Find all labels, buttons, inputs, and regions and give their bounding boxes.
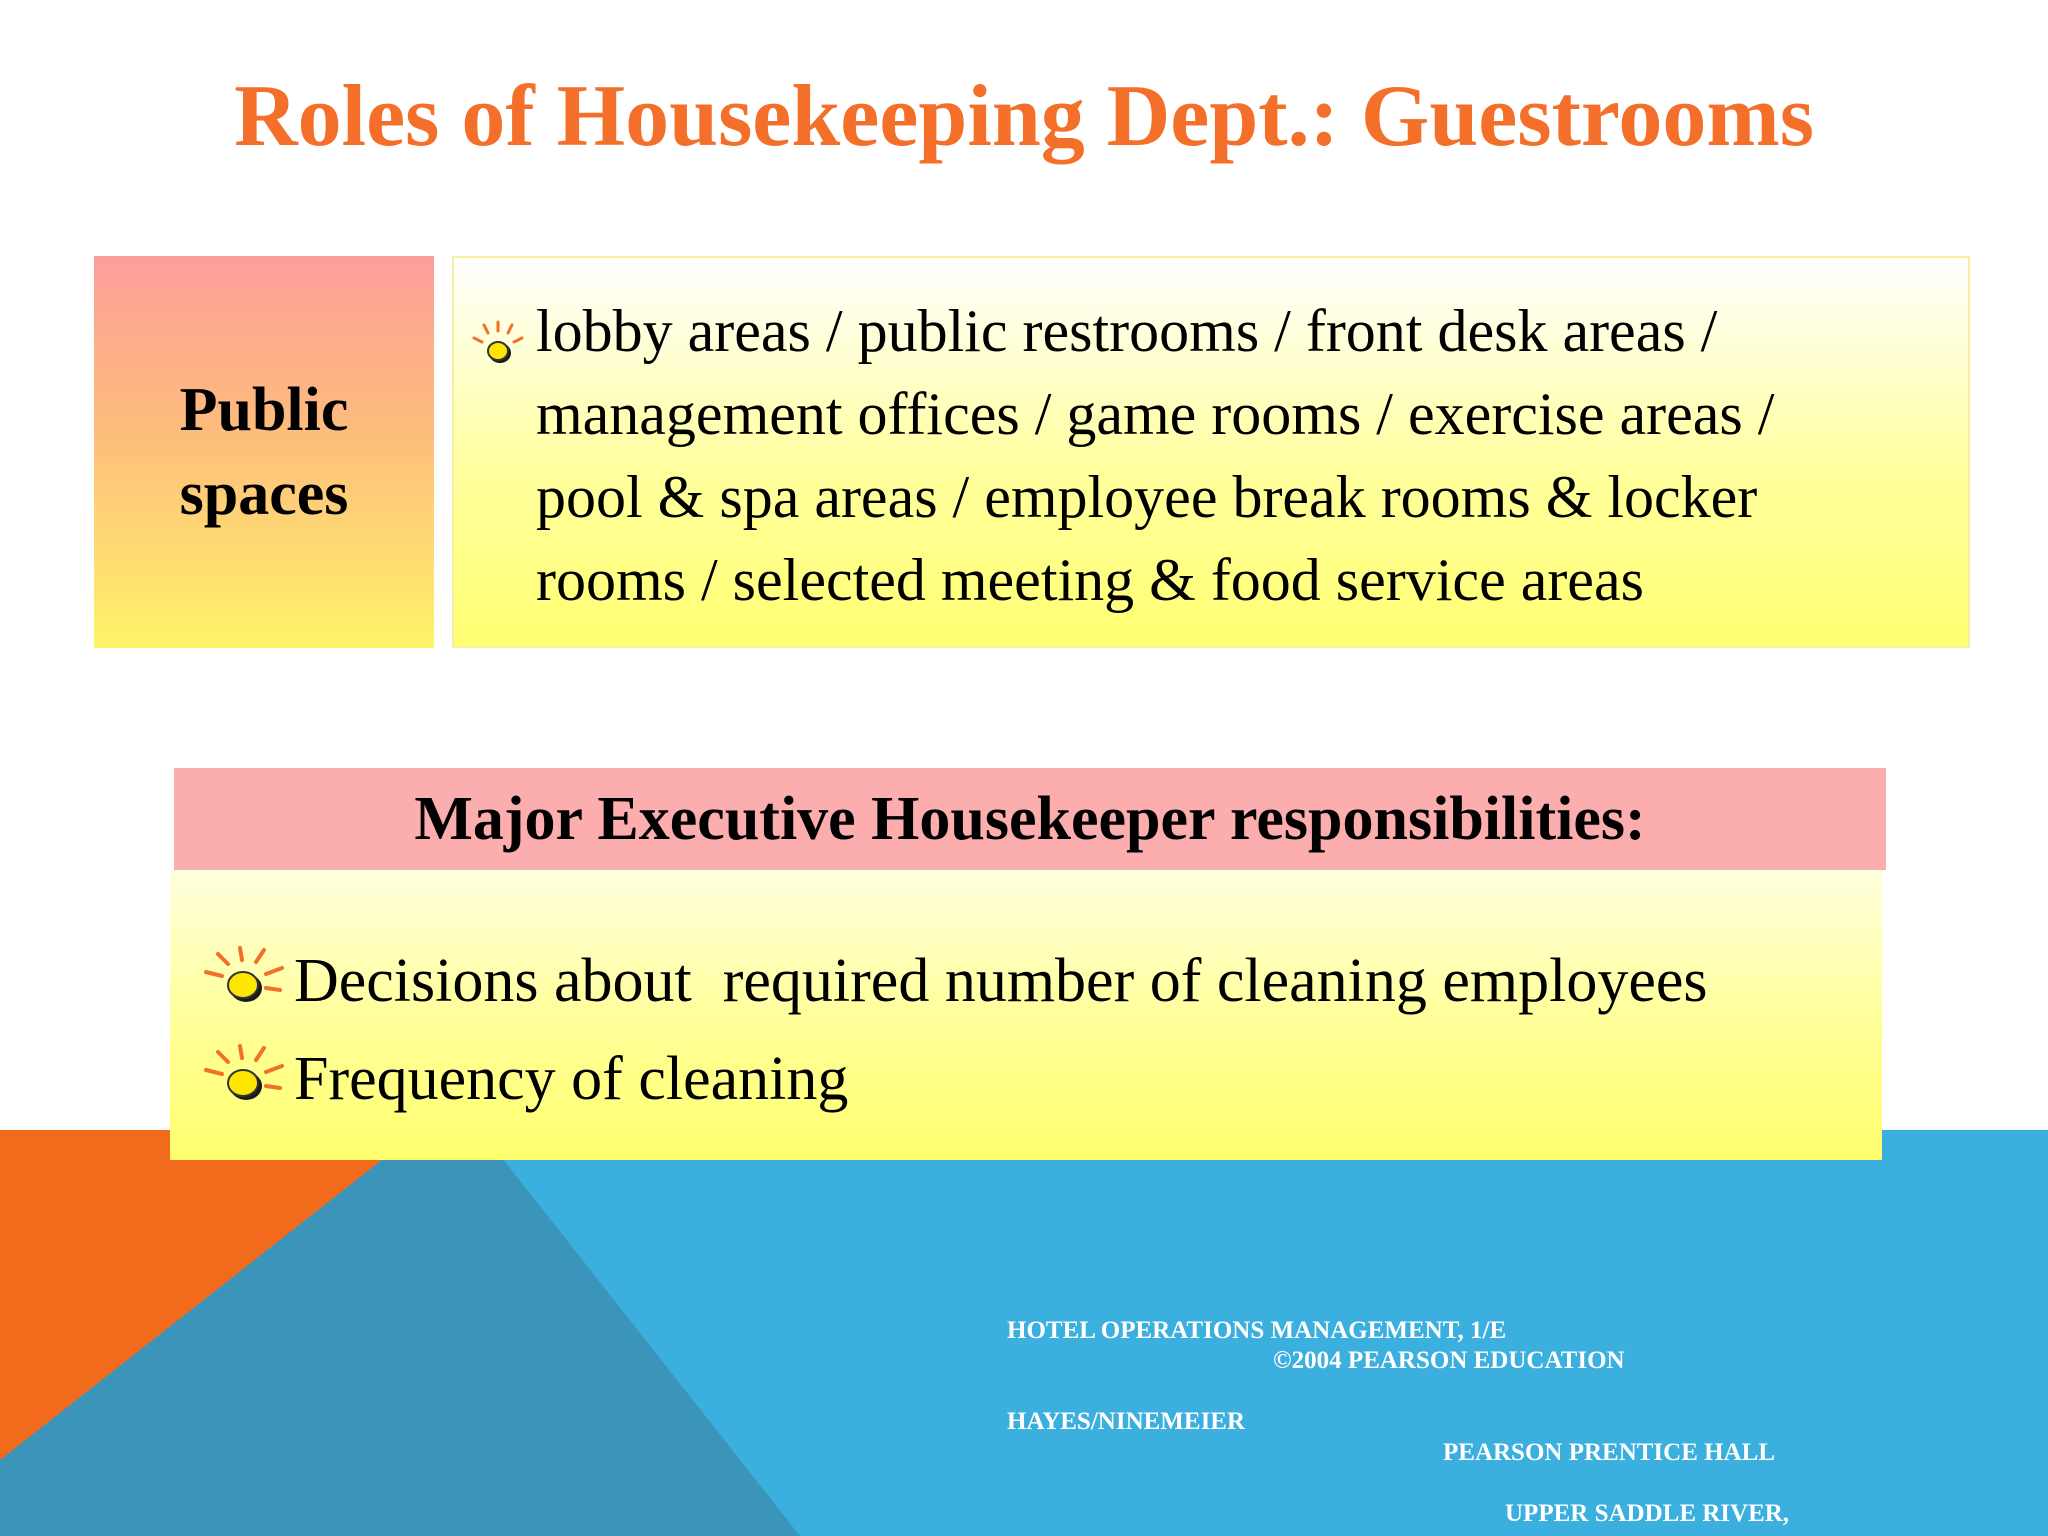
public-spaces-line: pool & spa areas / employee break rooms & locker <box>536 464 1758 530</box>
public-spaces-label: Public spaces <box>179 376 349 528</box>
footer-authors: HAYES/NINEMEIER <box>1007 1408 1246 1435</box>
slide-title: Roles of Housekeeping Dept.: Guestrooms <box>234 68 1814 165</box>
footer-copyright: ©2004 PEARSON EDUCATION <box>1273 1347 1625 1374</box>
footer-location: UPPER SADDLE RIVER, <box>1505 1500 1790 1527</box>
responsibility-text: Decisions about required number of cleaning employees <box>294 946 1708 1015</box>
responsibility-text: Frequency of cleaning <box>294 1044 849 1113</box>
public-spaces-text <box>536 290 1956 622</box>
footer-book-title: HOTEL OPERATIONS MANAGEMENT, 1/E <box>1007 1317 1507 1344</box>
sun-burst-icon <box>470 320 526 370</box>
sun-burst-icon <box>200 1044 290 1114</box>
sun-burst-icon <box>200 946 290 1016</box>
public-spaces-label-box <box>94 256 434 648</box>
responsibility-item <box>200 936 1708 1026</box>
responsibilities-box <box>170 870 1882 1160</box>
responsibility-item <box>200 1034 848 1124</box>
public-spaces-line: lobby areas / public restrooms / front desk areas / <box>536 298 1718 364</box>
footer-publisher: PEARSON PRENTICE HALL <box>1443 1439 1775 1466</box>
responsibilities-header: Major Executive Housekeeper responsibilities: <box>174 768 1886 870</box>
public-spaces-line: rooms / selected meeting & food service areas <box>536 547 1644 613</box>
public-spaces-line: management offices / game rooms / exercise areas / <box>536 381 1775 447</box>
public-spaces-list-box <box>452 256 1970 648</box>
